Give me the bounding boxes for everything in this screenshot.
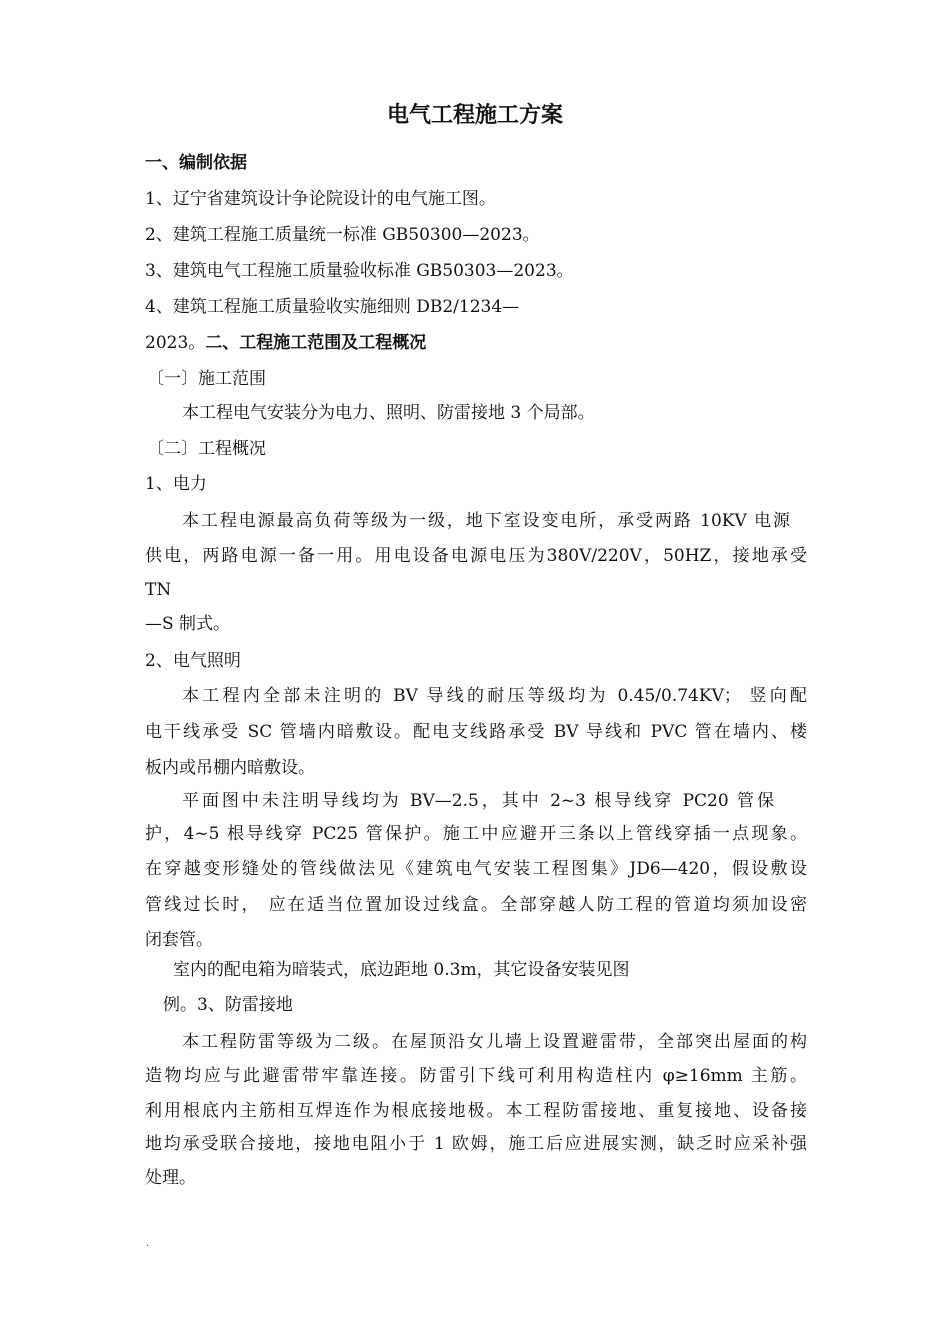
section-heading-basis: 一、编制依据 [145,153,247,173]
panel-paragraph-line: 例。3、防雷接地 [163,995,293,1015]
basis-item-4: 4、建筑工程施工质量验收实施细则 DB2/1234— [145,297,520,317]
wiring-paragraph-line: 护，4~5 根导线穿 PC25 管保护。施工中应避开三条以上管线穿插一点现象。 [145,824,807,844]
lighting-paragraph-line: 本工程内全部未注明的 BV 导线的耐压等级均为 0.45/0.74KV； 竖向配 [182,686,807,706]
basis-item-2: 2、建筑工程施工质量统一标准 GB50300—2023。 [145,225,540,245]
lightning-paragraph-line: 利用根底内主筋相互焊连作为根底接地极。本工程防雷接地、重复接地、设备接 [145,1101,807,1121]
lightning-paragraph-line: 地均承受联合接地，接地电阻小于 1 欧姆，施工后应进展实测，缺乏时应采补强 [145,1134,807,1154]
basis-item-3: 3、建筑电气工程施工质量验收标准 GB50303—2023。 [145,261,574,281]
lighting-paragraph-line: 板内或吊棚内暗敷设。 [145,758,315,778]
page-footer-mark: . [146,1238,150,1249]
wiring-paragraph-line: 管线过长时， 应在适当位置加设过线盒。全部穿越人防工程的管道均须加设密 [145,895,807,915]
power-paragraph-line: TN [145,580,172,600]
scope-paragraph: 本工程电气安装分为电力、照明、防雷接地 3 个局部。 [182,403,595,423]
basis-item-1: 1、辽宁省建筑设计争论院设计的电气施工图。 [145,189,496,209]
panel-paragraph-line: 室内的配电箱为暗装式，底边距地 0.3m，其它设备安装见图 [173,960,630,980]
heading-power: 1、电力 [145,474,207,494]
wiring-paragraph-line: 在穿越变形缝处的管线做法见《建筑电气安装工程图集》JD6—420，假设敷设 [145,859,807,879]
document-title: 电气工程施工方案 [386,103,563,128]
lightning-paragraph-line: 处理。 [145,1168,196,1188]
lighting-paragraph-line: 电干线承受 SC 管墙内暗敷设。配电支线路承受 BV 导线和 PVC 管在墙内、楼 [145,722,807,742]
heading-lighting: 2、电气照明 [145,651,241,671]
subsection-overview: 〔二〕工程概况 [147,439,266,459]
wiring-paragraph-line: 闭套管。 [145,930,213,950]
power-paragraph-line: 本工程电源最高负荷等级为一级，地下室设变电所，承受两路 10KV 电源 [182,511,790,531]
section-heading-scope: 二、工程施工范围及工程概况 [205,333,427,353]
wiring-paragraph-line: 平面图中未注明导线均为 BV—2.5，其中 2~3 根导线穿 PC20 管保 [182,791,774,811]
subsection-scope: 〔一〕施工范围 [147,369,266,389]
power-paragraph-line: 供电，两路电源一备一用。用电设备电源电压为380V/220V，50HZ，接地承受 [145,546,807,566]
basis-item-4-continued: 2023。二、工程施工范围及工程概况 [145,333,427,353]
lightning-paragraph-line: 造物均应与此避雷带牢靠连接。防雷引下线可利用构造柱内 φ≥16mm 主筋。 [145,1066,807,1086]
lightning-paragraph-line: 本工程防雷等级为二级。在屋顶沿女儿墙上设置避雷带，全部突出屋面的构 [182,1032,807,1052]
power-paragraph-line: —S 制式。 [145,614,231,634]
